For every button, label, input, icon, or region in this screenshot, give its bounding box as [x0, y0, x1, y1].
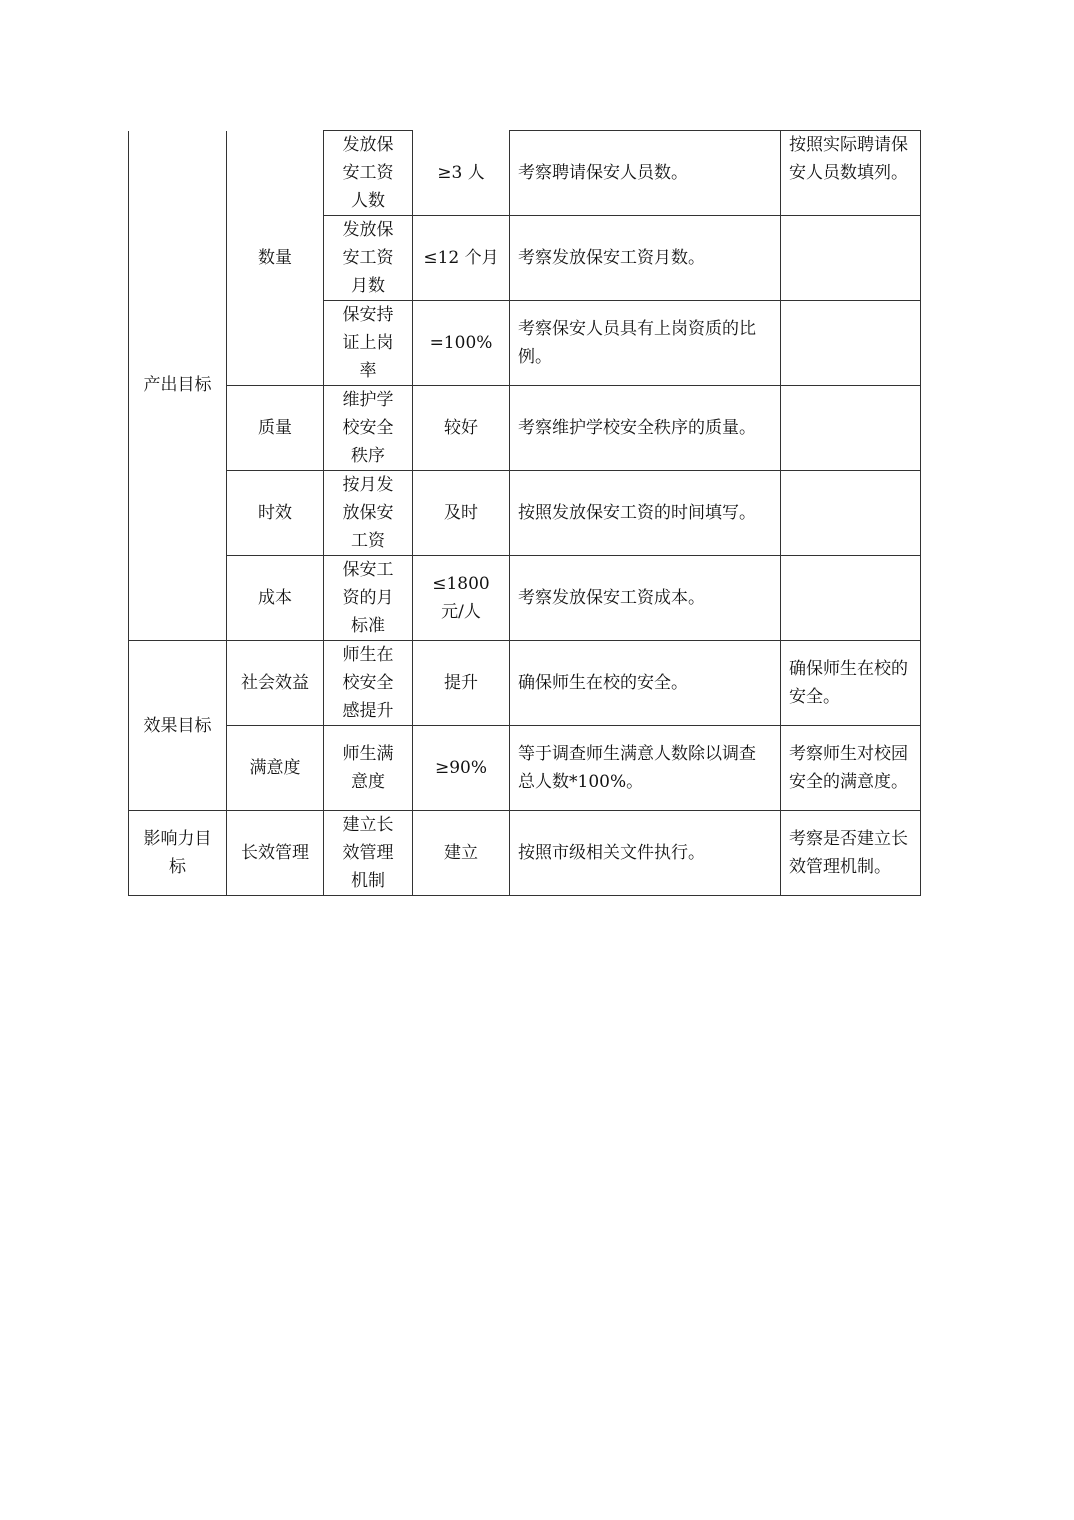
description-cell: 确保师生在校的安全。: [510, 641, 781, 726]
level2-cell: 时效: [227, 471, 324, 556]
value-cell: ≥90%: [413, 726, 510, 811]
level1-cell: 效果目标: [129, 641, 227, 811]
description-cell: 考察维护学校安全秩序的质量。: [510, 386, 781, 471]
table-row: [129, 386, 921, 471]
level2-cell: 质量: [227, 386, 324, 471]
indicator-cell: 建立长效管理机制: [324, 811, 413, 896]
value-cell: 较好: [413, 386, 510, 471]
note-cell: [781, 556, 921, 641]
indicator-cell: 按月发放保安工资: [324, 471, 413, 556]
description-cell: 按照市级相关文件执行。: [510, 811, 781, 896]
table-row: [129, 556, 921, 641]
indicator-cell: 发放保安工资月数: [324, 216, 413, 301]
indicator-cell: 师生满意度: [324, 726, 413, 811]
note-cell: [781, 471, 921, 556]
note-cell: [781, 301, 921, 386]
value-cell: ≤12 个月: [413, 216, 510, 301]
description-cell: 考察发放保安工资月数。: [510, 216, 781, 301]
note-cell: [781, 386, 921, 471]
value-cell: 及时: [413, 471, 510, 556]
value-cell: =100%: [413, 301, 510, 386]
level1-cell: 影响力目标: [129, 811, 227, 896]
level1-cell: 产出目标: [129, 131, 227, 641]
note-cell: 确保师生在校的安全。: [781, 641, 921, 726]
description-cell: 等于调查师生满意人数除以调查总人数*100%。: [510, 726, 781, 811]
value-cell: ≥3 人: [413, 131, 510, 216]
note-cell: 考察师生对校园安全的满意度。: [781, 726, 921, 811]
note-cell: 按照实际聘请保安人员数填列。: [781, 131, 921, 216]
note-cell: [781, 216, 921, 301]
value-cell: 提升: [413, 641, 510, 726]
indicator-cell: 保安持证上岗率: [324, 301, 413, 386]
level2-cell: 社会效益: [227, 641, 324, 726]
table-row: [129, 811, 921, 896]
performance-targets-table: [128, 130, 921, 896]
description-cell: 按照发放保安工资的时间填写。: [510, 471, 781, 556]
level2-cell: 长效管理: [227, 811, 324, 896]
value-cell: ≤1800 元/人: [413, 556, 510, 641]
table-row: [129, 131, 921, 216]
level2-cell: 数量: [227, 131, 324, 386]
indicator-cell: 发放保安工资人数: [324, 131, 413, 216]
indicator-cell: 维护学校安全秩序: [324, 386, 413, 471]
table-row: [129, 726, 921, 811]
description-cell: 考察发放保安工资成本。: [510, 556, 781, 641]
description-cell: 考察保安人员具有上岗资质的比例。: [510, 301, 781, 386]
note-cell: 考察是否建立长效管理机制。: [781, 811, 921, 896]
level2-cell: 成本: [227, 556, 324, 641]
table-row: [129, 641, 921, 726]
description-cell: 考察聘请保安人员数。: [510, 131, 781, 216]
value-cell: 建立: [413, 811, 510, 896]
table-row: [129, 471, 921, 556]
indicator-cell: 保安工资的月标准: [324, 556, 413, 641]
indicator-cell: 师生在校安全感提升: [324, 641, 413, 726]
level2-cell: 满意度: [227, 726, 324, 811]
